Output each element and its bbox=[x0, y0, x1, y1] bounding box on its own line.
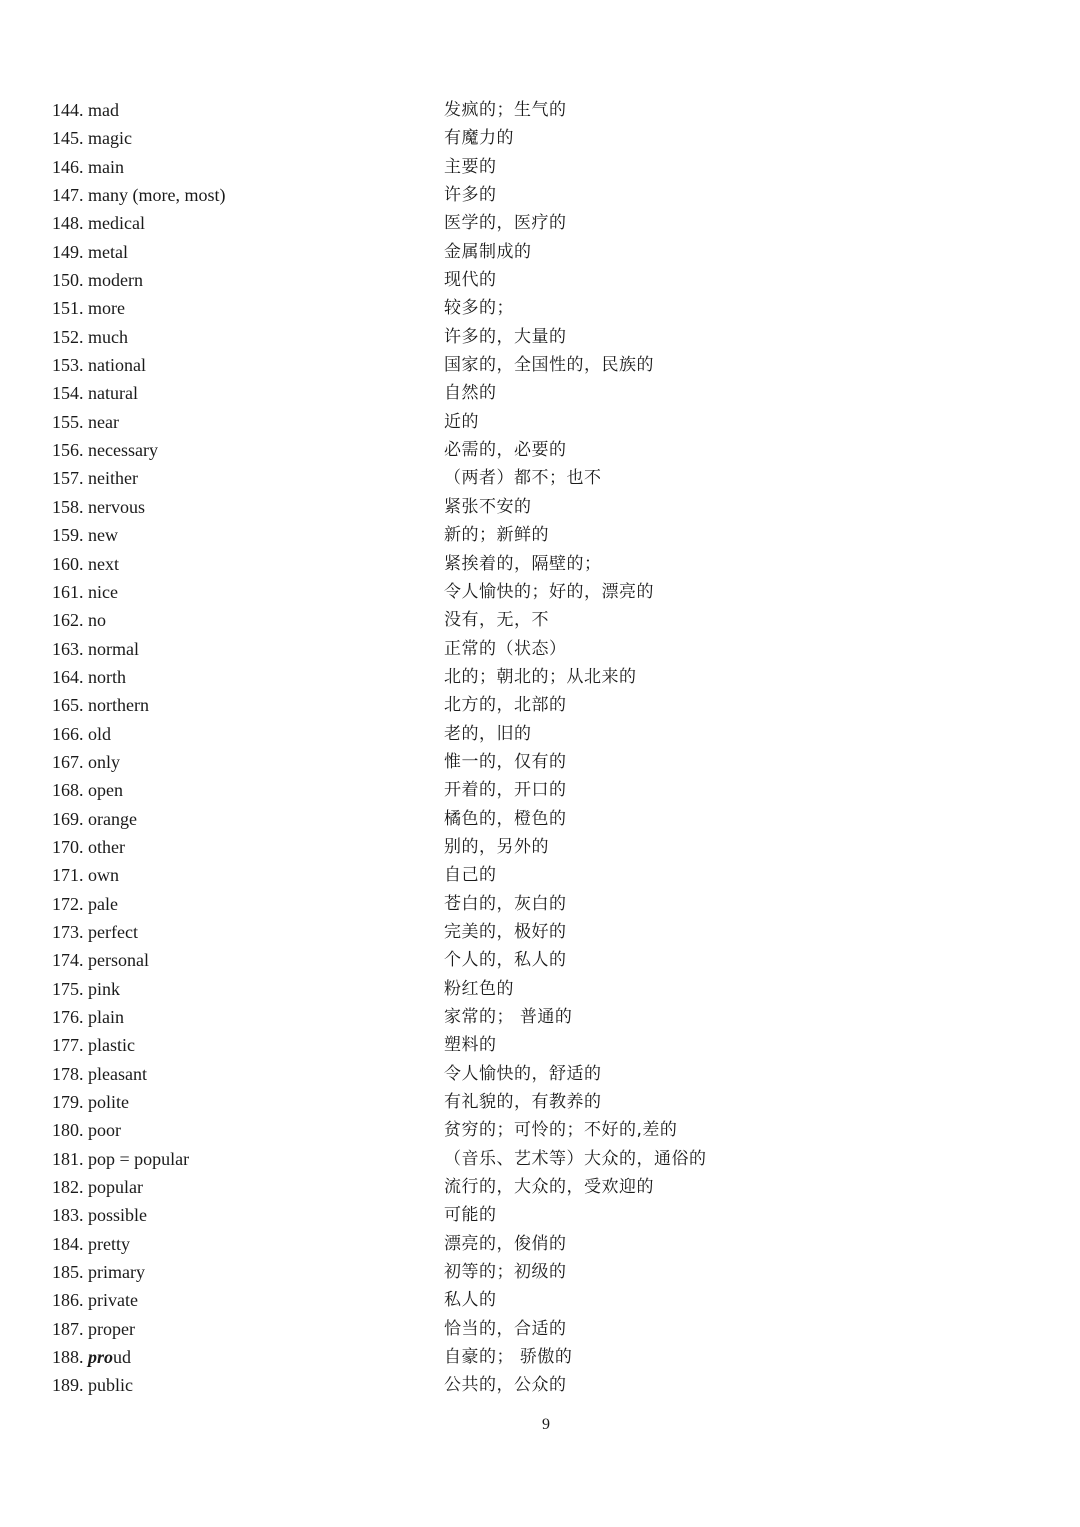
vocab-entry bbox=[52, 436, 1052, 464]
vocab-meaning: 没有，无，不 bbox=[444, 610, 549, 631]
vocab-meaning: 有魔力的 bbox=[444, 128, 514, 149]
vocab-word: 189. public bbox=[52, 1375, 133, 1396]
vocab-word: 150. modern bbox=[52, 270, 143, 291]
vocab-meaning: 贫穷的；可怜的；不好的,差的 bbox=[444, 1120, 678, 1141]
vocab-word: 179. polite bbox=[52, 1092, 129, 1113]
vocab-entry bbox=[52, 238, 1052, 266]
vocab-meaning: 许多的，大量的 bbox=[444, 326, 567, 347]
vocab-word: 184. pretty bbox=[52, 1233, 130, 1254]
vocab-entry bbox=[52, 1371, 1052, 1399]
vocab-entry bbox=[52, 209, 1052, 237]
vocab-entry bbox=[52, 153, 1052, 181]
vocab-meaning: 紧挨着的，隔壁的； bbox=[444, 553, 602, 574]
vocab-word: 171. own bbox=[52, 865, 119, 886]
vocab-word: 176. plain bbox=[52, 1007, 124, 1027]
vocab-word: 144. mad bbox=[52, 100, 119, 120]
vocab-meaning: （音乐、艺术等）大众的，通俗的 bbox=[444, 1148, 707, 1169]
vocab-meaning: 现代的 bbox=[444, 270, 497, 291]
vocab-meaning: 新的；新鲜的 bbox=[444, 525, 549, 546]
vocab-entry bbox=[52, 578, 1052, 606]
vocab-word: 186. private bbox=[52, 1290, 138, 1311]
page-number: 9 bbox=[542, 1416, 550, 1433]
vocab-entry bbox=[52, 1286, 1052, 1314]
vocab-entry bbox=[52, 379, 1052, 407]
vocab-meaning: 个人的，私人的 bbox=[444, 950, 567, 971]
vocab-entry bbox=[52, 1031, 1052, 1059]
vocab-meaning: 有礼貌的，有教养的 bbox=[444, 1092, 602, 1113]
vocab-meaning: 可能的 bbox=[444, 1205, 497, 1226]
vocab-entry bbox=[52, 1315, 1052, 1343]
vocab-word: 159. new bbox=[52, 525, 118, 546]
vocab-meaning: 公共的，公众的 bbox=[444, 1375, 567, 1396]
vocab-entry bbox=[52, 635, 1052, 663]
vocab-meaning: 北的；朝北的；从北来的 bbox=[444, 666, 637, 687]
vocab-meaning: 塑料的 bbox=[444, 1035, 497, 1056]
vocab-word: 166. old bbox=[52, 723, 112, 744]
vocab-meaning: 橘色的，橙色的 bbox=[444, 808, 567, 829]
vocab-word: 185. primary bbox=[52, 1262, 145, 1283]
vocab-meaning: 国家的，全国性的，民族的 bbox=[444, 355, 654, 376]
vocab-meaning: 粉红色的 bbox=[444, 978, 514, 999]
vocab-word: 165. northern bbox=[52, 695, 149, 716]
vocab-entry bbox=[52, 1230, 1052, 1258]
vocab-word: 163. normal bbox=[52, 638, 139, 659]
vocab-word: 168. open bbox=[52, 780, 123, 801]
vocab-word: 156. necessary bbox=[52, 440, 158, 461]
vocab-meaning: 金属制成的 bbox=[444, 241, 532, 262]
vocab-meaning: 紧张不安的 bbox=[444, 496, 532, 517]
vocab-entry bbox=[52, 493, 1052, 521]
vocab-meaning: 家常的； 普通的 bbox=[444, 1007, 573, 1027]
vocab-entry bbox=[52, 1003, 1052, 1031]
vocab-meaning: 漂亮的，俊俏的 bbox=[444, 1233, 567, 1254]
vocab-entry bbox=[52, 351, 1052, 379]
vocab-entry bbox=[52, 861, 1052, 889]
vocab-meaning: 北方的，北部的 bbox=[444, 695, 567, 716]
vocab-word: 174. personal bbox=[52, 950, 149, 971]
vocab-word: 183. possible bbox=[52, 1205, 148, 1226]
vocab-word: 177. plastic bbox=[52, 1035, 135, 1056]
vocab-meaning: 惟一的，仅有的 bbox=[444, 751, 567, 772]
vocab-entry bbox=[52, 1116, 1052, 1144]
vocab-meaning: 许多的 bbox=[444, 185, 497, 206]
vocab-word: 187. proper bbox=[52, 1318, 135, 1339]
vocab-meaning: 近的 bbox=[444, 411, 479, 432]
vocab-entry bbox=[52, 1201, 1052, 1229]
stressed-syllable: pro bbox=[88, 1347, 114, 1368]
vocab-word: 180. poor bbox=[52, 1120, 121, 1141]
vocab-entry bbox=[52, 408, 1052, 436]
vocabulary-list bbox=[52, 96, 1052, 1400]
vocab-entry bbox=[52, 1088, 1052, 1116]
vocab-entry bbox=[52, 1343, 1052, 1371]
vocab-word: 162. no bbox=[52, 610, 106, 631]
vocab-entry bbox=[52, 833, 1052, 861]
vocab-entry bbox=[52, 946, 1052, 974]
vocab-word: 170. other bbox=[52, 836, 125, 857]
vocab-meaning: 流行的，大众的，受欢迎的 bbox=[444, 1177, 654, 1198]
vocab-meaning: （两者）都不；也不 bbox=[444, 468, 602, 489]
vocab-meaning: 苍白的，灰白的 bbox=[444, 893, 567, 914]
vocab-meaning: 别的，另外的 bbox=[444, 836, 549, 857]
vocab-meaning: 自己的 bbox=[444, 865, 497, 886]
vocab-entry bbox=[52, 521, 1052, 549]
vocab-word: 153. national bbox=[52, 355, 146, 376]
vocab-meaning: 私人的 bbox=[444, 1290, 497, 1311]
vocab-entry bbox=[52, 266, 1052, 294]
vocab-meaning: 自豪的； 骄傲的 bbox=[444, 1347, 573, 1368]
vocab-word: 152. much bbox=[52, 326, 128, 347]
vocab-meaning: 令人愉快的；好的，漂亮的 bbox=[444, 581, 654, 602]
vocab-meaning: 正常的（状态） bbox=[444, 638, 567, 659]
vocab-word: 157. neither bbox=[52, 468, 138, 489]
vocab-entry bbox=[52, 1060, 1052, 1088]
vocab-word: 160. next bbox=[52, 553, 119, 574]
vocab-entry bbox=[52, 663, 1052, 691]
vocab-entry bbox=[52, 124, 1052, 152]
vocab-entry bbox=[52, 464, 1052, 492]
vocab-entry bbox=[52, 1173, 1052, 1201]
vocab-word: 188. proud bbox=[52, 1347, 132, 1368]
vocab-word: 169. orange bbox=[52, 808, 137, 829]
vocab-meaning: 恰当的，合适的 bbox=[444, 1318, 567, 1339]
vocab-meaning: 令人愉快的，舒适的 bbox=[444, 1063, 602, 1084]
vocab-entry bbox=[52, 1145, 1052, 1173]
vocab-word: 148. medical bbox=[52, 213, 145, 234]
vocab-meaning: 开着的，开口的 bbox=[444, 780, 567, 801]
vocab-word: 164. north bbox=[52, 666, 126, 687]
vocab-entry bbox=[52, 550, 1052, 578]
vocab-meaning: 初等的；初级的 bbox=[444, 1262, 567, 1283]
vocab-word: 151. more bbox=[52, 298, 125, 319]
vocab-meaning: 发疯的；生气的 bbox=[444, 100, 567, 120]
vocab-entry bbox=[52, 606, 1052, 634]
vocab-entry bbox=[52, 294, 1052, 322]
vocab-meaning: 主要的 bbox=[444, 156, 497, 177]
vocab-word: 172. pale bbox=[52, 893, 118, 914]
vocab-word: 175. pink bbox=[52, 978, 121, 999]
vocab-entry bbox=[52, 323, 1052, 351]
vocab-word: 146. main bbox=[52, 156, 124, 177]
vocab-meaning: 完美的，极好的 bbox=[444, 921, 567, 942]
vocab-meaning: 自然的 bbox=[444, 383, 497, 404]
vocab-entry bbox=[52, 776, 1052, 804]
vocab-word: 145. magic bbox=[52, 128, 132, 149]
vocab-word: 155. near bbox=[52, 411, 119, 432]
vocab-entry bbox=[52, 691, 1052, 719]
vocab-word: 158. nervous bbox=[52, 496, 145, 517]
vocab-word: 147. many (more, most) bbox=[52, 185, 226, 206]
vocab-entry bbox=[52, 748, 1052, 776]
vocab-meaning: 医学的，医疗的 bbox=[444, 213, 567, 234]
vocab-entry bbox=[52, 918, 1052, 946]
vocab-entry bbox=[52, 96, 1052, 124]
vocab-entry bbox=[52, 720, 1052, 748]
vocab-entry bbox=[52, 975, 1052, 1003]
vocab-word: 154. natural bbox=[52, 383, 138, 404]
vocab-word: 182. popular bbox=[52, 1177, 143, 1198]
vocab-entry bbox=[52, 181, 1052, 209]
vocab-meaning: 必需的，必要的 bbox=[444, 440, 567, 461]
vocab-entry bbox=[52, 805, 1052, 833]
vocab-word: 178. pleasant bbox=[52, 1063, 147, 1084]
vocab-word: 167. only bbox=[52, 751, 121, 772]
vocab-entry bbox=[52, 1258, 1052, 1286]
vocab-entry bbox=[52, 890, 1052, 918]
vocab-word: 173. perfect bbox=[52, 921, 138, 942]
vocab-meaning: 老的，旧的 bbox=[444, 723, 532, 744]
vocab-word: 181. pop = popular bbox=[52, 1148, 190, 1169]
vocab-word: 161. nice bbox=[52, 581, 118, 602]
vocab-word: 149. metal bbox=[52, 241, 128, 262]
vocab-meaning: 较多的； bbox=[444, 298, 514, 319]
